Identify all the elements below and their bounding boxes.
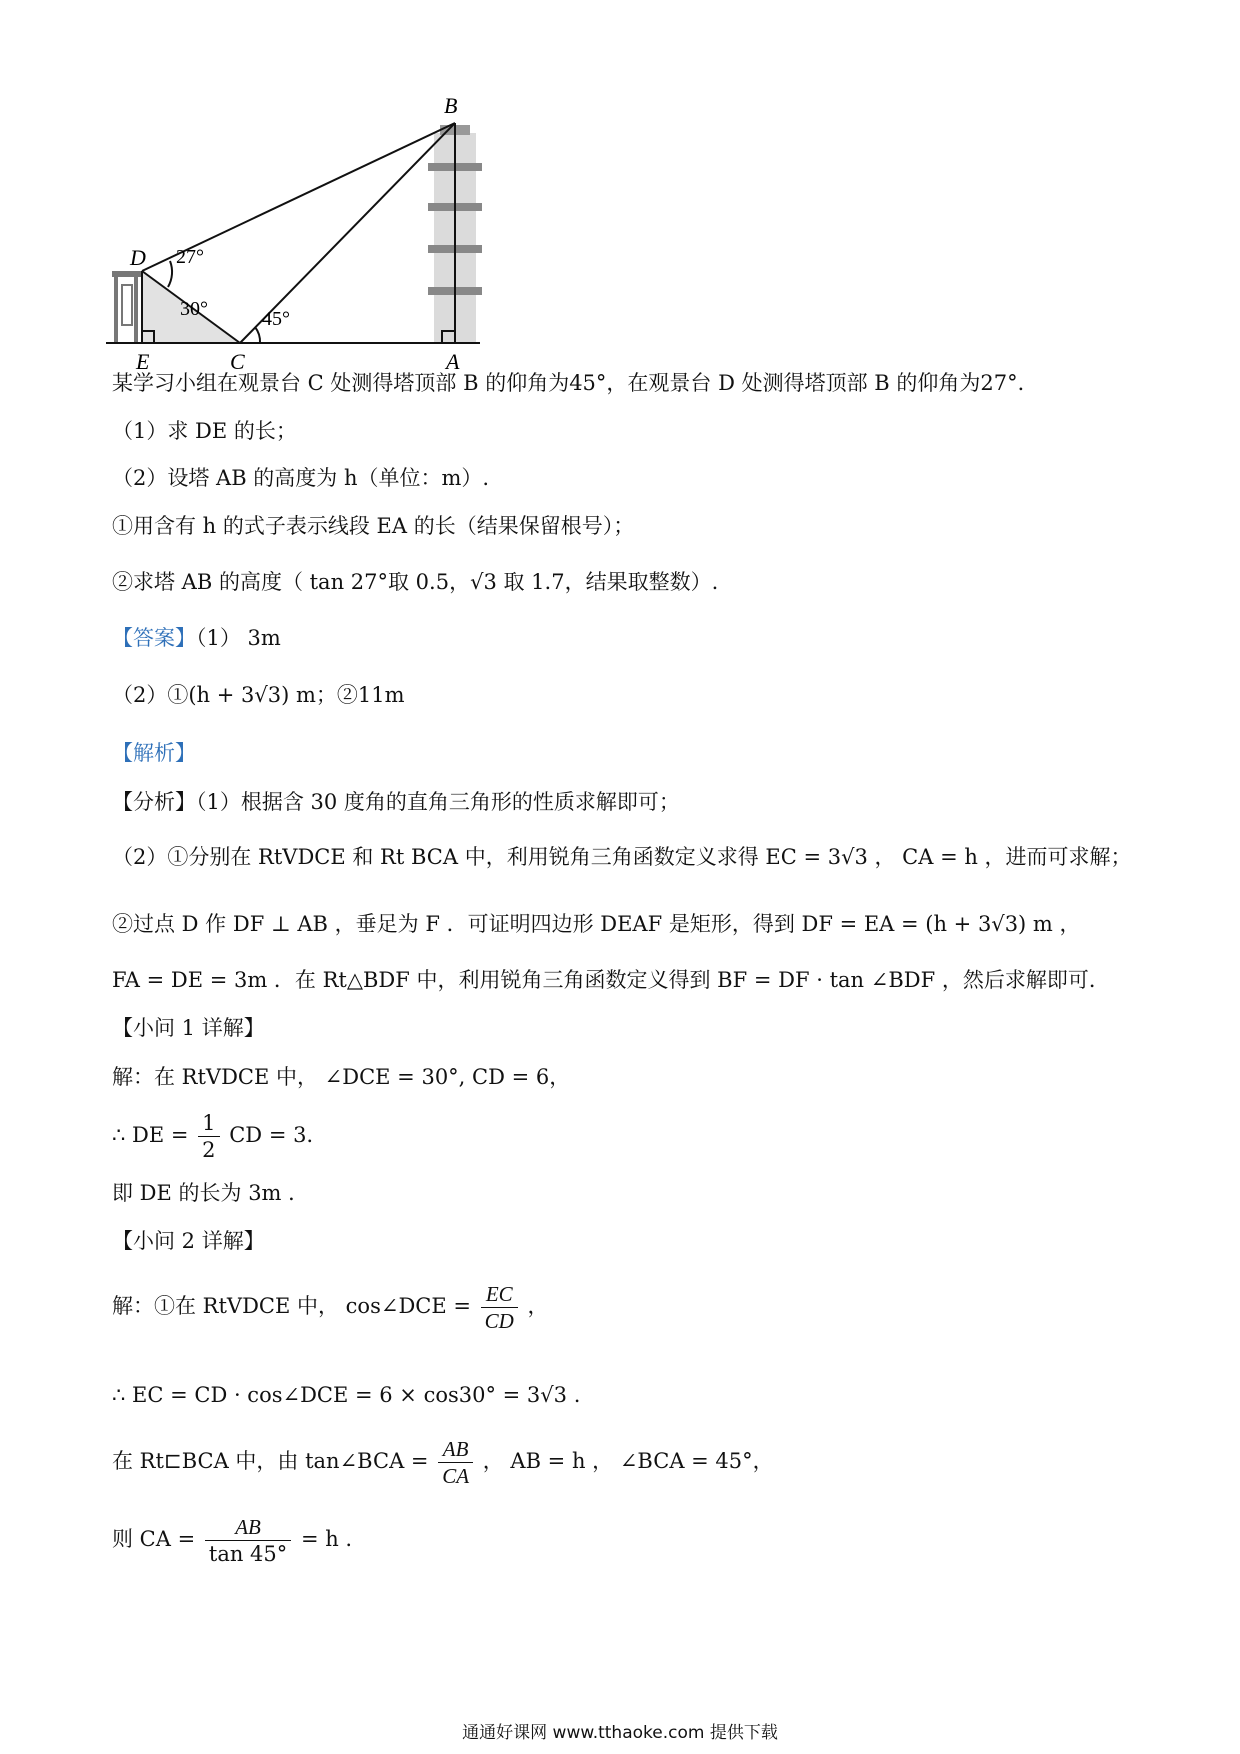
sol2-line1-post: ， — [527, 1294, 549, 1318]
analysis-f3: ②过点 D 作 DF ⊥ AB ，垂足为 F ．可证明四边形 DEAF 是矩形，得到 DF = EA = (h + 3√3) m ， — [112, 912, 1081, 936]
sol2-line2: ∴ EC = CD · cos∠DCE = 6 × cos30° = 3√3 . — [112, 1383, 581, 1407]
angle-30: 30° — [180, 298, 208, 320]
problem-q2: （2）设塔 AB 的高度为 h（单位：m）. — [112, 466, 490, 490]
fraction-ec-cd — [481, 1281, 518, 1334]
frac-den: CD — [484, 1309, 514, 1333]
answer-line-1 — [112, 623, 281, 653]
platform-illustration — [112, 271, 240, 343]
fraction-ab-tan45 — [205, 1514, 291, 1567]
answer-tag: 【答案】 — [112, 626, 196, 650]
frac-den: 2 — [202, 1138, 216, 1162]
geometry-figure — [110, 93, 490, 374]
sol2-line4 — [112, 1511, 352, 1567]
problem-q1: （1）求 DE 的长； — [112, 419, 297, 443]
sol2-line1-pre: 解：①在 RtVDCE 中， cos∠DCE = — [112, 1294, 471, 1318]
angle-27: 27° — [176, 246, 204, 268]
frac-den: tan 45° — [208, 1542, 288, 1566]
sol2-line4-pre: 则 CA = — [112, 1527, 196, 1551]
sol1-line2 — [112, 1107, 327, 1163]
analysis-f2: （2）①分别在 RtVDCE 和 Rt BCA 中，利用锐角三角函数定义求得 EC = 3√3 ， CA = h ，进而可求解； — [112, 845, 1132, 869]
frac-num: 1 — [198, 1110, 219, 1137]
label-B: B — [444, 93, 458, 118]
problem-q2b: ②求塔 AB 的高度（ tan 27°取 0.5，√3 取 1.7，结果取整数）. — [112, 570, 719, 594]
sol2-line4-post: = h . — [300, 1527, 353, 1551]
problem-intro: 某学习小组在观景台 C 处测得塔顶部 B 的仰角为45°，在观景台 D 处测得塔顶部 B 的仰角为27°． — [112, 371, 1039, 395]
problem-q2a: ①用含有 h 的式子表示线段 EA 的长（结果保留根号）； — [112, 514, 635, 538]
label-A: A — [446, 349, 460, 374]
sol1-line1: 解：在 RtVDCE 中， ∠DCE = 30°, CD = 6， — [112, 1065, 571, 1089]
frac-num: EC — [481, 1281, 518, 1308]
sol1-tag: 【小问 1 详解】 — [112, 1016, 265, 1040]
sol2-line3 — [112, 1433, 774, 1489]
page-footer: 通通好课网 www.tthaoke.com 提供下载 — [462, 1723, 778, 1743]
sol2-tag: 【小问 2 详解】 — [112, 1229, 265, 1253]
frac-num: AB — [205, 1514, 291, 1541]
sol2-line1 — [112, 1278, 549, 1334]
analysis-f1: 【分析】（1）根据含 30 度角的直角三角形的性质求解即可； — [112, 790, 680, 814]
sol2-line3-post: ， AB = h ， ∠BCA = 45°， — [482, 1449, 774, 1473]
answer-2: （2）①(h + 3√3) m；②11m — [112, 683, 405, 707]
frac-den: CA — [442, 1464, 470, 1488]
sol1-line2-post: CD = 3． — [229, 1123, 328, 1147]
answer-1: （1） 3m — [196, 626, 281, 650]
label-D: D — [130, 245, 146, 270]
analysis-tag: 【解析】 — [112, 741, 196, 765]
analysis-f4: FA = DE = 3m ．在 Rt△BDF 中，利用锐角三角函数定义得到 BF = DF · tan ∠BDF ，然后求解即可． — [112, 968, 1110, 992]
sol1-line2-pre: ∴ DE = — [112, 1123, 189, 1147]
sol1-line3: 即 DE 的长为 3m ． — [112, 1181, 310, 1205]
label-E: E — [136, 349, 150, 374]
frac-num: AB — [438, 1436, 473, 1463]
label-C: C — [230, 349, 245, 374]
fraction-ab-ca — [438, 1436, 473, 1489]
angle-45: 45° — [262, 308, 290, 330]
fraction-one-half — [198, 1110, 219, 1163]
sol2-line3-pre: 在 Rt⊏BCA 中，由 tan∠BCA = — [112, 1449, 429, 1473]
